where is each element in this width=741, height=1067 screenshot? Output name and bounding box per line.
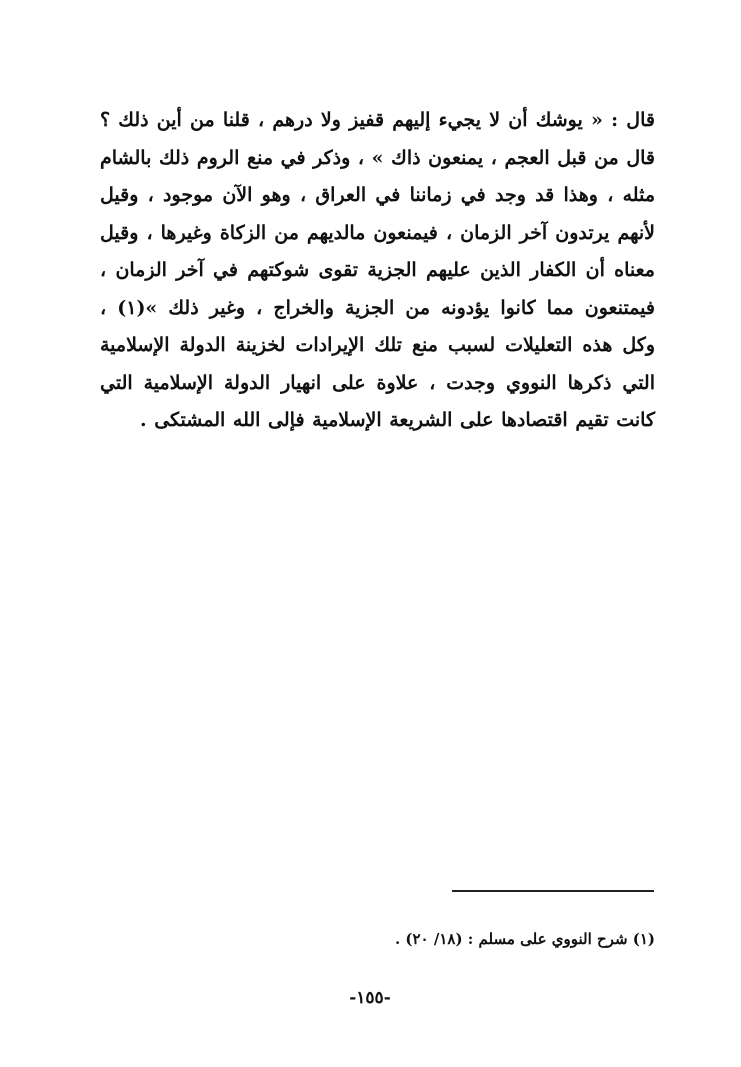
footnote: (١) شرح النووي على مسلم : (١٨/ ٢٠) . <box>394 930 655 948</box>
body-paragraph: قال : « يوشك أن لا يجيء إليهم قفيز ولا درهم ، قلنا من أين ذلك ؟ قال من قبل العجم ، يمنعون ذاك » ، وذكر في منع الروم ذلك بالشام مثله ، وهذا قد وجد في زماننا في العراق ، وهو الآن موجود ، وقيل لأنهم يرتدون آخر الزمان ، فيمنعون مالديهم من الزكاة وغيرها ، وقيل معناه أن الكفار الذين عليهم الجزية تقوى شوكتهم في آخر الزمان ، فيمتنعون مما كانوا يؤدونه من الجزية والخراج ، وغير ذلك »(١) ، وكل هذه التعليلات لسبب منع تلك الإيرادات لخزينة الدولة الإسلامية التي ذكرها النووي وجدت ، علاوة على انهيار الدولة الإسلامية التي كانت تقيم اقتصادها على الشريعة الإسلامية فإلى الله المشتكى . <box>100 109 655 431</box>
footnote-divider <box>452 890 654 892</box>
page-number: -١٥٥- <box>349 988 391 1008</box>
